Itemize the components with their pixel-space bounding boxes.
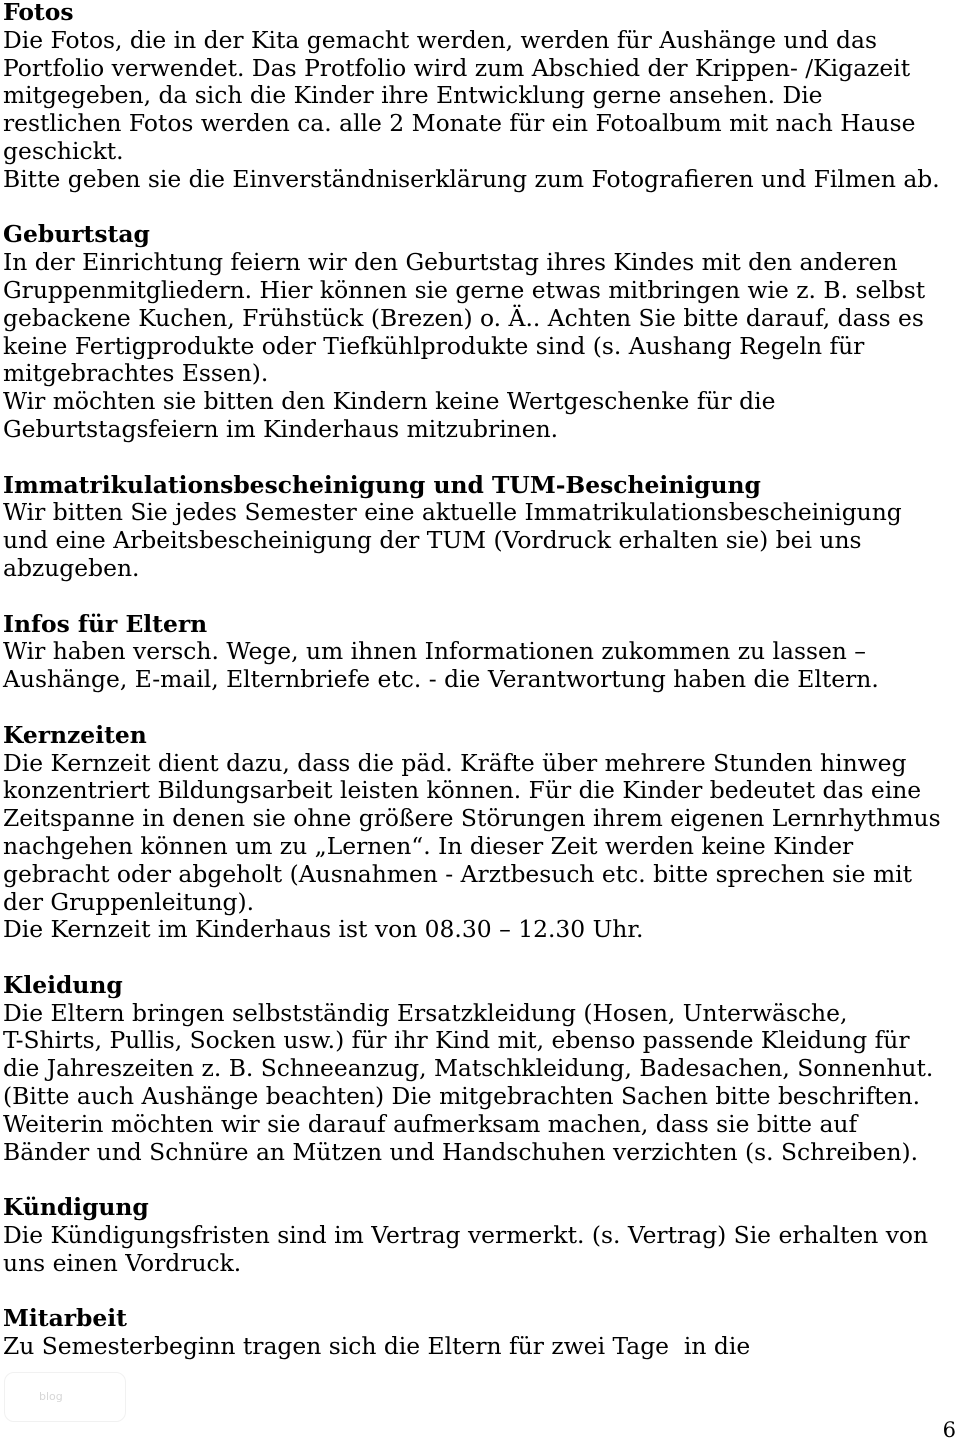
paragraph-line: Bänder und Schnüre an Mützen und Handschuhen verzichten (s. Schreiben). <box>3 1137 919 1166</box>
paragraph-line: gebackene Kuchen, Frühstück (Brezen) o. Ä.. Achten Sie bitte darauf, dass es <box>3 303 924 332</box>
section-heading: Geburtstag <box>3 220 150 249</box>
paragraph-line: Die Kündigungsfristen sind im Vertrag vermerkt. (s. Vertrag) Sie erhalten von <box>3 1221 929 1250</box>
section-fotos <box>3 0 960 194</box>
page-number: 6 <box>942 1418 956 1442</box>
paragraph-line: uns einen Vordruck. <box>3 1248 242 1277</box>
section-heading: Kündigung <box>3 1193 149 1222</box>
paragraph-line: nachgehen können um zu „Lernen“. In dieser Zeit werden keine Kinder <box>3 831 854 860</box>
section-geburtstag <box>3 221 960 443</box>
paragraph-line: restlichen Fotos werden ca. alle 2 Monate für ein Fotoalbum mit nach Hause <box>3 109 916 138</box>
section-heading: Mitarbeit <box>3 1304 127 1333</box>
paragraph-line: (Bitte auch Aushänge beachten) Die mitgebrachten Sachen bitte beschriften. <box>3 1082 921 1111</box>
section-immatrikulation <box>3 472 960 583</box>
section-kuendigung <box>3 1194 960 1277</box>
paragraph-line: Gruppenmitgliedern. Hier können sie gerne etwas mitbringen wie z. B. selbst <box>3 275 926 304</box>
paragraph-line: die Jahreszeiten z. B. Schneeanzug, Matschkleidung, Badesachen, Sonnenhut. <box>3 1054 934 1083</box>
paragraph-line: konzentriert Bildungsarbeit leisten können. Für die Kinder bedeutet das eine <box>3 776 922 805</box>
paragraph-line: Die Kernzeit im Kinderhaus ist von 08.30 – 12.30 Uhr. <box>3 915 644 944</box>
paragraph-line: Bitte geben sie die Einverständniserklärung zum Fotografieren und Filmen ab. <box>3 164 940 193</box>
section-infos-eltern <box>3 611 960 694</box>
paragraph-line: Die Fotos, die in der Kita gemacht werden, werden für Aushänge und das <box>3 25 877 54</box>
section-heading: Fotos <box>3 0 74 26</box>
paragraph-line: abzugeben. <box>3 553 140 582</box>
paragraph-line: In der Einrichtung feiern wir den Geburtstag ihres Kindes mit den anderen <box>3 248 898 277</box>
paragraph-line: Wir bitten Sie jedes Semester eine aktuelle Immatrikulationsbescheinigung <box>3 498 902 527</box>
section-heading: Infos für Eltern <box>3 609 208 638</box>
paragraph-line: und eine Arbeitsbescheinigung der TUM (Vordruck erhalten sie) bei uns <box>3 526 862 555</box>
paragraph-line: Die Eltern bringen selbstständig Ersatzkleidung (Hosen, Unterwäsche, <box>3 998 848 1027</box>
section-kernzeiten <box>3 722 960 944</box>
paragraph-line: Wir möchten sie bitten den Kindern keine Wertgeschenke für die <box>3 387 776 416</box>
section-heading: Immatrikulationsbescheinigung und TUM-Bescheinigung <box>3 470 761 499</box>
paragraph-line: Die Kernzeit dient dazu, dass die päd. Kräfte über mehrere Stunden hinweg <box>3 748 907 777</box>
paragraph-line: keine Fertigprodukte oder Tiefkühlprodukte sind (s. Aushang Regeln für <box>3 331 865 360</box>
section-mitarbeit <box>3 1305 960 1361</box>
paragraph-line: Portfolio verwendet. Das Protfolio wird zum Abschied der Krippen- /Kigazeit <box>3 53 911 82</box>
paragraph-line: Wir haben versch. Wege, um ihnen Informationen zukommen zu lassen – <box>3 637 866 666</box>
paragraph-line: Geburtstagsfeiern im Kinderhaus mitzubrinen. <box>3 414 559 443</box>
watermark-logo: blog <box>4 1372 126 1422</box>
paragraph-line: Weiterin möchten wir sie darauf aufmerksam machen, dass sie bitte auf <box>3 1109 858 1138</box>
paragraph-line: geschickt. <box>3 136 124 165</box>
section-heading: Kernzeiten <box>3 720 147 749</box>
document-page <box>3 0 960 1389</box>
paragraph-line: Zeitspanne in denen sie ohne größere Störungen ihrem eigenen Lernrhythmus <box>3 804 941 833</box>
section-kleidung <box>3 972 960 1167</box>
paragraph-line: T-Shirts, Pullis, Socken usw.) für ihr Kind mit, ebenso passende Kleidung für <box>3 1026 910 1055</box>
paragraph-line: gebracht oder abgeholt (Ausnahmen - Arztbesuch etc. bitte sprechen sie mit <box>3 859 913 888</box>
paragraph-line: mitgebrachtes Essen). <box>3 359 269 388</box>
paragraph-line: der Gruppenleitung). <box>3 887 255 916</box>
paragraph-line: Aushänge, E-mail, Elternbriefe etc. - die Verantwortung haben die Eltern. <box>3 665 879 694</box>
section-heading: Kleidung <box>3 970 123 999</box>
paragraph-line: Zu Semesterbeginn tragen sich die Eltern für zwei Tage in die <box>3 1332 751 1361</box>
paragraph-line: mitgegeben, da sich die Kinder ihre Entwicklung gerne ansehen. Die <box>3 81 823 110</box>
